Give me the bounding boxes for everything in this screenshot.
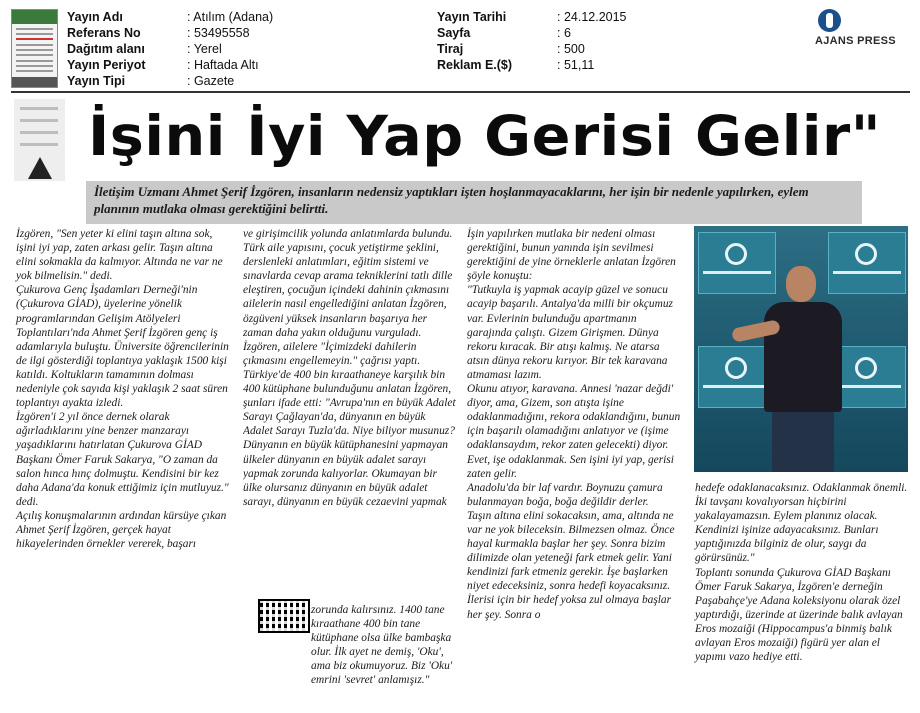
article-column-2-continued: zorunda kalırsınız. 1400 tane kıraathane 400 bin tane kütüphane olsa ülke bambaşka olur. İlk ayet ne demiş, 'Oku', ama biz okumuyoruz. Biz 'Oku' emrini 'sevret' anlamışız." xyxy=(311,604,453,687)
ajans-press-logo-icon xyxy=(818,9,841,32)
meta-value: : 6 xyxy=(557,26,571,40)
meta-label: Yayın Tarihi xyxy=(437,10,507,24)
article-column-4: hedefe odaklanacaksınız. Odaklanmak önemli. İki tavşanı kovalıyorsan hiçbirini yakalayamazsın. Eylem planınız olacak. Kendinizi işinize adayacaksınız. Bunları yaptığınızda bilginiz de olur, saygı da görürsünüz." Toplantı sonunda Çukurova GİAD Başkanı Ömer Faruk Sakarya, İzgören'e derneğin Paşabahçe'ye Adana koleksiyonu olarak özel yaptırdığı, üzerinde at üzerinde balık avlayan Eros mozaiği (Hippocampus'a binmiş balık avlayan Eros mozaiği) figürü yer alan el yapımı vazo hediye etti. xyxy=(695,482,908,664)
ajans-press-logo xyxy=(813,9,909,49)
ajans-press-logo-text: AJANS PRESS xyxy=(815,35,896,47)
header-divider xyxy=(11,91,910,93)
clipping-thumbnail[interactable] xyxy=(11,9,58,88)
meta-label: Yayın Periyot xyxy=(67,58,146,72)
meta-value: : Gazete xyxy=(187,74,235,88)
article-column-2: ve girişimcilik yolunda anlatımlarda bulundu. Türk aile yapısını, çocuk yetiştirme şeklini, derslenleki anlatımları, eğitim sistemi ve sınavlarda cevap arama tekniklerini tatlı dille eleştiren, çocuğun içindeki dahinin çıkmasını ailelerin nasıl engellediğini anlatan İzgören, özgüveni yüksek insanların başarıya her zaman daha yakın olduğunu vurguladı. İzgören, ailelere "İçimizdeki dahilerin çıkmasını engellemeyin." çağrısı yaptı. Türkiye'de 400 bin kıraathaneye karşılık bin 400 kütüphane bulunduğunu anlatan İzgören, şunları ifade etti: "Avrupa'nın en büyük Adalet Sarayı Çağlayan'da, dünyanın en büyük Adalet Sarayı Tuzla'da. Niye biliyor musunuz? Dünyanın en büyük kütüphanesini yapmayan ülkeler dünyanın en büyük adalet sarayı yapmak zorunda kalıyorlar. Okumayan bir ülke olursanız dünyanın en büyük adalet sarayı, dünyanın en büyük cezaevini yapmak xyxy=(243,228,456,508)
meta-label: Reklam E.($) xyxy=(437,58,513,72)
article-lead: İletişim Uzmanı Ahmet Şerif İzgören, insanların nedensiz yaptıkları işten hoşlanmayacaklarını, her işin bir nedenle yapılırken, eylem planının mutlaka olması gerektiğini belirtti. xyxy=(86,181,862,224)
meta-value: : 500 xyxy=(557,42,585,56)
meta-value: : Haftada Altı xyxy=(187,58,259,72)
qr-code-icon[interactable] xyxy=(258,599,310,633)
publication-meta-left xyxy=(67,9,387,89)
publication-meta-right xyxy=(437,9,677,73)
meta-value: : 53495558 xyxy=(187,26,250,40)
article-column-3: İşin yapılırken mutlaka bir nedeni olması gerektiğini, bunun yanında işin sevilmesi gerektiğini de yine örneklerle anlatan İzgören şöyle konuştu: "Tutkuyla iş yapmak acayip güzel ve sonucu acayip başarılı. Antalya'da milli bir okçumuz var. Evlerinin bulunduğu apartmanın garajında çalıştı. Gizem Girişmen. Dünya rekoru kıracak. Bir atışı kalmış. Ne atarsa atsın dünya rekoru kırıyor. Bir tek karavana atmaması lazım. Okunu atıyor, karavana. Annesi 'nazar değdi' diyor, ama, Gizem, son atışta işine odaklanmadığını, rekora odaklandığını, bunun için başarılı olamadığını anlatıyor ve (işime odaklansaydım, rekor zaten gelecekti) diyor. Evet, işe odaklanmak. Sen işini iyi yap, gerisi zaten gelir. Anadolu'da bir laf vardır. Boynuzu çamura bulanmayan boğa, boğa değildir derler. Taşın altına elini sokacaksın, ama, altında ne var ne yok bileceksin. Bilmezsen olmaz. Önce hayal kurmakla başlar her şey. Sonra bizim dilimizde olan yeteneği fark etmek gelir. Yani kendinizi fark etmeniz gerekir. İşe başlarken niyet edeceksiniz, sonra hedefi koyacaksınız. İlerisi için bir hedef yoksa zul olmaya başlar her şey. Sonra o xyxy=(467,228,681,621)
meta-label: Dağıtım alanı xyxy=(67,42,145,56)
meta-label: Yayın Tipi xyxy=(67,74,126,88)
meta-label: Yayın Adı xyxy=(67,10,123,24)
meta-value: : Yerel xyxy=(187,42,222,56)
meta-label: Tiraj xyxy=(437,42,464,56)
newspaper-logo-icon xyxy=(14,99,65,181)
meta-label: Referans No xyxy=(67,26,141,40)
article-column-1: İzgören, "Sen yeter ki elini taşın altına sok, işini iyi yap, zaten arkası gelir. Taşın altına elini sokmakla da kalmıyor. Altında ne var ne yok bilmelisin." dedi. Çukurova Genç İşadamları Derneği'nin (Çukurova GİAD), üyelerine yönelik programlarından Gelişim Atölyeleri Toplantıları'nda Ahmet Şerif İzgören genç iş adamlarıyla buluştu. Üniversite öğrencilerinin de ilgi gösterdiği toplantıya yaklaşık 1500 kişi katıldı. Koltukların tamamının dolması nedeniyle çok sayıda kişi yaklaşık 2 saat süren toplantıyı ayakta izledi. İzgören'i 2 yıl önce dernek olarak ağırladıklarını yine benzer manzarayı yaşadıklarını hatırlatan Çukurova GİAD Başkanı Ömer Faruk Sakarya, "O zaman da salon hınca hınç dolmuştu. Kendisini bir kez daha Adana'da konuk ettiğimiz için mutluyuz." dedi. Açılış konuşmalarının ardından kürsüye çıkan Ahmet Şerif İzgören, gerçek hayat hikayelerinden örnekler vererek, başarı xyxy=(16,228,229,551)
article-headline: İşini İyi Yap Gerisi Gelir" xyxy=(88,104,882,168)
meta-value: : 51,11 xyxy=(557,58,595,72)
meta-value: : 24.12.2015 xyxy=(557,10,627,24)
article-photo xyxy=(694,226,908,472)
meta-value: : Atılım (Adana) xyxy=(187,10,274,24)
meta-label: Sayfa xyxy=(437,26,471,40)
